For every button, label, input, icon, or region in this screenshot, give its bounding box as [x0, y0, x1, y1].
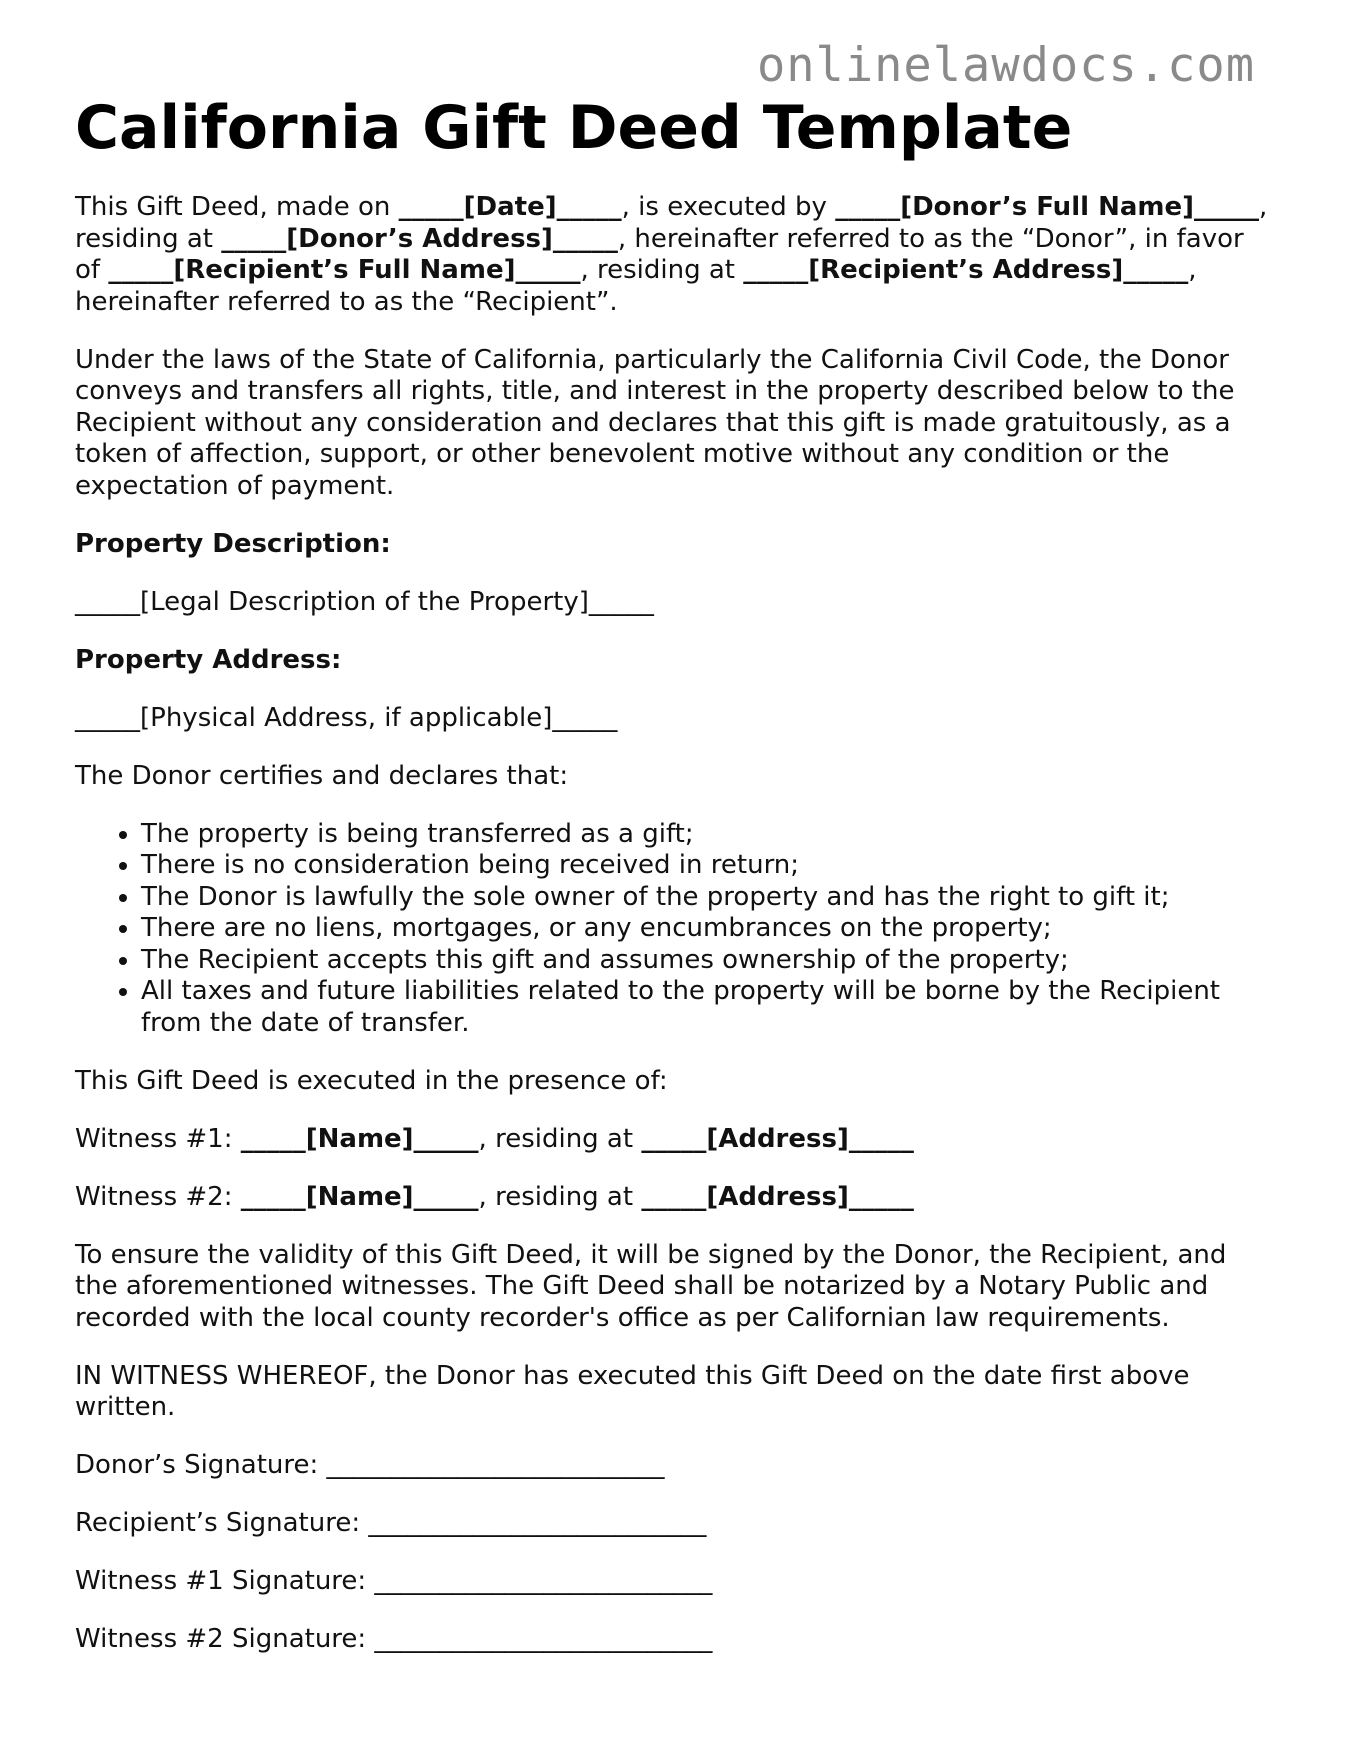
property-address-placeholder: _____[Physical Address, if applicable]_____ [75, 702, 618, 733]
witness-1-address-placeholder: _____[Address]_____ [641, 1123, 914, 1154]
intro-text-1: This Gift Deed, made on [75, 192, 399, 222]
in-witness-paragraph: IN WITNESS WHEREOF, the Donor has executed this Gift Deed on the date first above written. [75, 1360, 1190, 1422]
property-description-placeholder: _____[Legal Description of the Property]_____ [75, 586, 654, 617]
witness-1-label: Witness #1: [75, 1123, 241, 1154]
recipient-address-placeholder: _____[Recipient’s Address]_____ [743, 255, 1189, 285]
declaration-item: • There are no liens, mortgages, or any encumbrances on the property; [141, 913, 1270, 945]
witness-2-signature-line: Witness #2 Signature: __________________________ [75, 1624, 713, 1654]
donor-signature-line: Donor’s Signature: __________________________ [75, 1450, 665, 1480]
intro-paragraph [75, 192, 1270, 318]
witness-1-signature-line: Witness #1 Signature: __________________________ [75, 1566, 713, 1596]
property-address-heading [75, 645, 1270, 677]
intro-text-5: , residing at [580, 255, 744, 285]
witness-2-name-placeholder: _____[Name]_____ [240, 1181, 479, 1212]
witness-1-name-placeholder: _____[Name]_____ [240, 1123, 479, 1154]
date-placeholder: _____[Date]_____ [398, 192, 622, 222]
recipient-name-placeholder: _____[Recipient’s Full Name]_____ [108, 255, 581, 285]
intro-text-6: , hereinafter referred to as the “Recipient”. [75, 255, 1197, 317]
presence-intro: This Gift Deed is executed in the presence of: [75, 1065, 668, 1096]
property-address-heading-text: Property Address: [75, 644, 342, 675]
declaration-item: • All taxes and future liabilities related to the property will be borne by the Recipient from the date of transfer. [141, 976, 1270, 1039]
declaration-item: • The Recipient accepts this gift and assumes ownership of the property; [141, 945, 1270, 977]
declaration-item: • The property is being transferred as a gift; [141, 819, 1270, 851]
witness-2-residing: , residing at [478, 1181, 642, 1212]
document-body [75, 192, 1270, 1682]
witness-1-line [75, 1124, 1270, 1156]
witness-1-residing: , residing at [478, 1123, 642, 1154]
intro-text-2: , is executed by [621, 192, 836, 222]
witness-2-label: Witness #2: [75, 1181, 241, 1212]
declaration-item: • The Donor is lawfully the sole owner of the property and has the right to gift it; [141, 882, 1270, 914]
property-description-heading [75, 529, 1270, 561]
watermark: onlinelawdocs.com [756, 38, 1255, 93]
intro-text-3: , residing at [75, 192, 1268, 254]
declarations-list [75, 819, 1270, 1040]
page-title: California Gift Deed Template [75, 93, 1073, 163]
recipient-signature-line: Recipient’s Signature: __________________________ [75, 1508, 707, 1538]
certifies-intro: The Donor certifies and declares that: [75, 760, 569, 791]
donor-address-placeholder: _____[Donor’s Address]_____ [221, 223, 618, 254]
conveyance-paragraph: Under the laws of the State of California, particularly the California Civil Code, the Donor conveys and transfers all rights, title, and interest in the property described below to the Recipient without any consideration and declares that this gift is made gratuitously, as a token of affection, support, or other benevolent motive without any condition or the expectation of payment. [75, 344, 1235, 501]
declaration-item: • There is no consideration being received in return; [141, 850, 1270, 882]
donor-name-placeholder: _____[Donor’s Full Name]_____ [835, 192, 1259, 222]
witness-2-address-placeholder: _____[Address]_____ [641, 1181, 914, 1212]
witness-2-line [75, 1182, 1270, 1214]
intro-text-4: , hereinafter referred to as the “Donor”, in favor of [75, 223, 1244, 285]
validity-paragraph: To ensure the validity of this Gift Deed, it will be signed by the Donor, the Recipient, and the aforementioned witnesses. The Gift Deed shall be notarized by a Notary Public and recorded with the local county recorder's office as per Californian law requirements. [75, 1239, 1227, 1333]
property-description-heading-text: Property Description: [75, 528, 391, 559]
